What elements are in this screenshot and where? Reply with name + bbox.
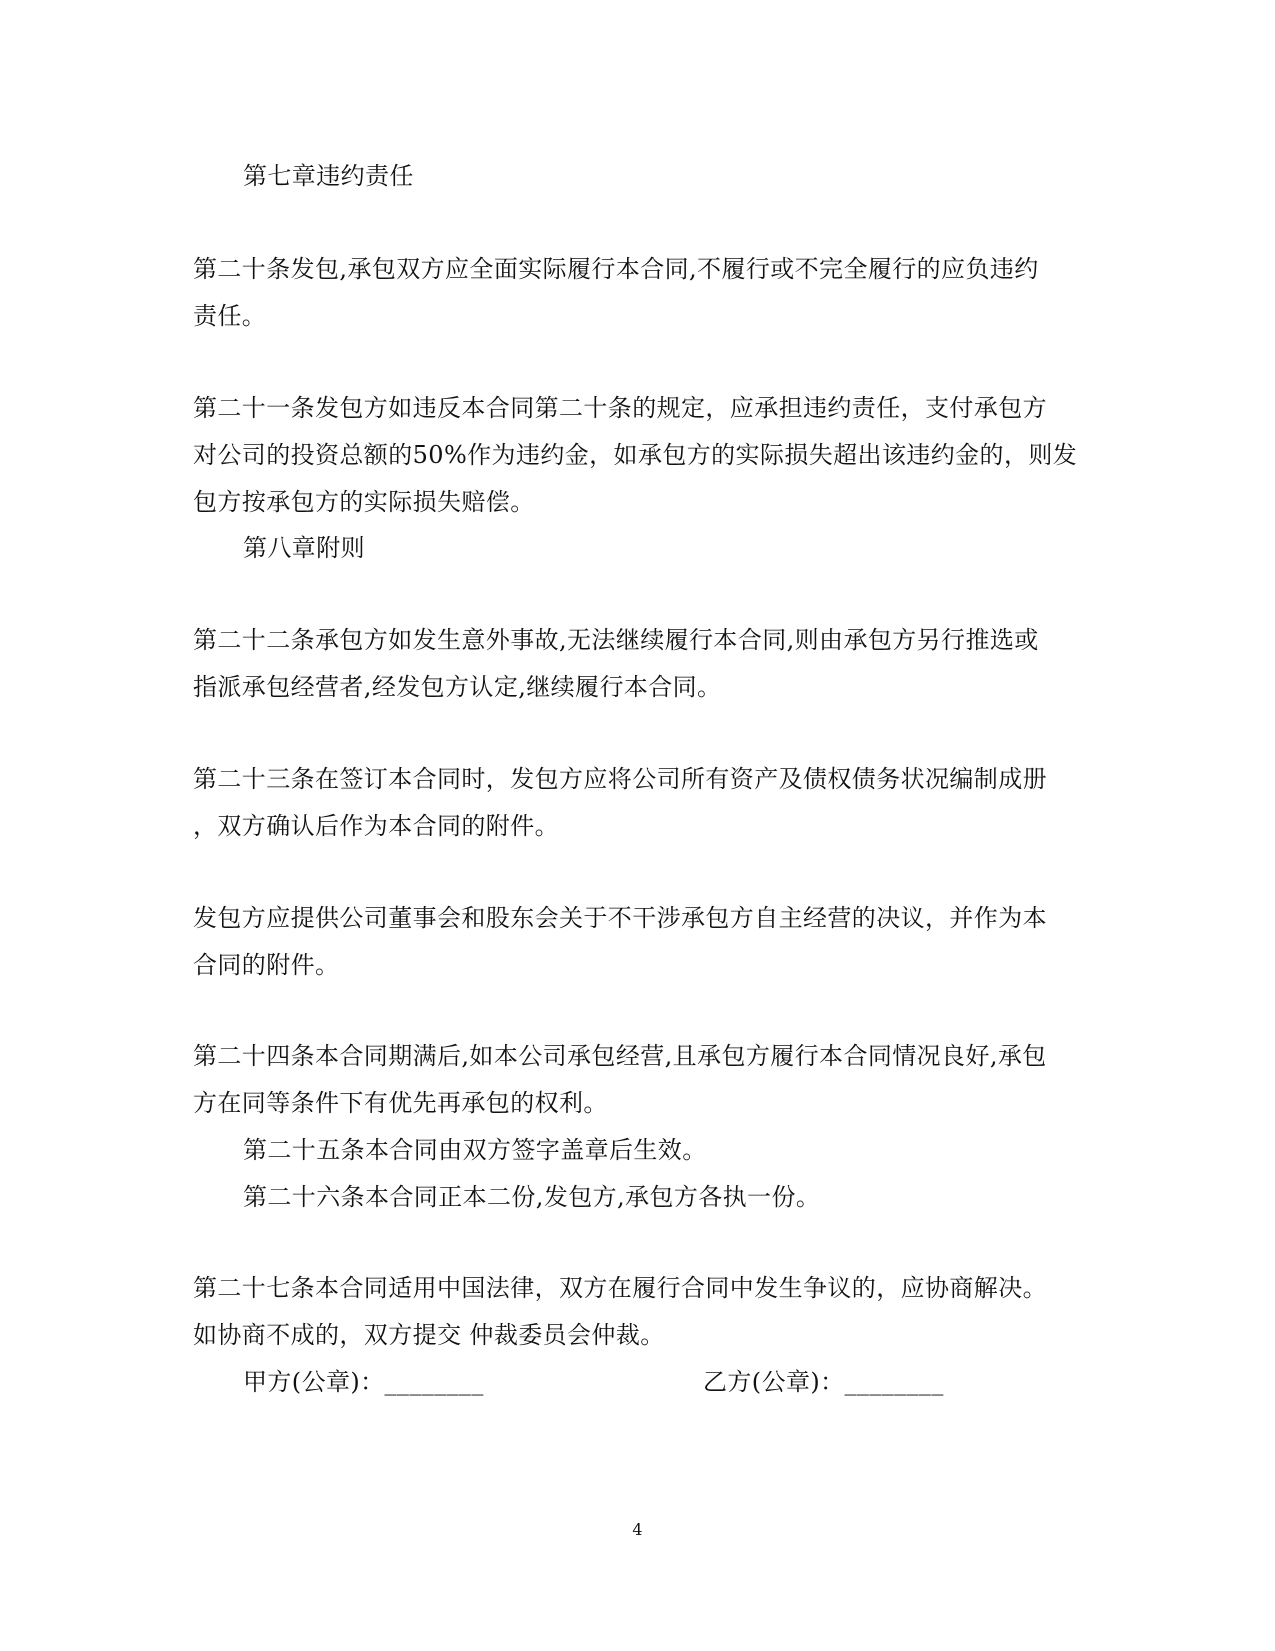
article-23-paragraph-2-line-1: 发包方应提供公司董事会和股东会关于不干涉承包方自主经营的决议，并作为本 <box>193 904 1047 932</box>
signature-party-a: 甲方(公章)：________ <box>243 1368 484 1396</box>
signature-party-b: 乙方(公章)：________ <box>703 1368 944 1396</box>
chapter-8-heading: 第八章附则 <box>243 534 365 562</box>
article-27-line-2: 如协商不成的，双方提交 仲裁委员会仲裁。 <box>193 1321 665 1349</box>
article-26: 第二十六条本合同正本二份,发包方,承包方各执一份。 <box>243 1183 821 1211</box>
page-number: 4 <box>632 1520 643 1539</box>
article-21-line-3: 包方按承包方的实际损失赔偿。 <box>193 488 535 516</box>
article-22-line-2: 指派承包经营者,经发包方认定,继续履行本合同。 <box>193 673 722 701</box>
article-20-line-2: 责任。 <box>193 302 267 330</box>
article-23-line-2: ，双方确认后作为本合同的附件。 <box>193 812 559 840</box>
article-27-line-1: 第二十七条本合同适用中国法律，双方在履行合同中发生争议的，应协商解决。 <box>193 1274 1047 1302</box>
chapter-7-heading: 第七章违约责任 <box>243 162 414 190</box>
article-20-line-1: 第二十条发包,承包双方应全面实际履行本合同,不履行或不完全履行的应负违约 <box>193 255 1039 283</box>
article-25: 第二十五条本合同由双方签字盖章后生效。 <box>243 1136 707 1164</box>
article-24-line-1: 第二十四条本合同期满后,如本公司承包经营,且承包方履行本合同情况良好,承包 <box>193 1042 1047 1070</box>
article-23-line-1: 第二十三条在签订本合同时，发包方应将公司所有资产及债权债务状况编制成册 <box>193 765 1047 793</box>
article-23-paragraph-2-line-2: 合同的附件。 <box>193 951 340 979</box>
article-22-line-1: 第二十二条承包方如发生意外事故,无法继续履行本合同,则由承包方另行推选或 <box>193 626 1039 654</box>
article-21-line-1: 第二十一条发包方如违反本合同第二十条的规定，应承担违约责任，支付承包方 <box>193 394 1047 422</box>
article-21-line-2: 对公司的投资总额的50%作为违约金，如承包方的实际损失超出该违约金的，则发 <box>193 441 1078 469</box>
article-24-line-2: 方在同等条件下有优先再承包的权利。 <box>193 1089 608 1117</box>
